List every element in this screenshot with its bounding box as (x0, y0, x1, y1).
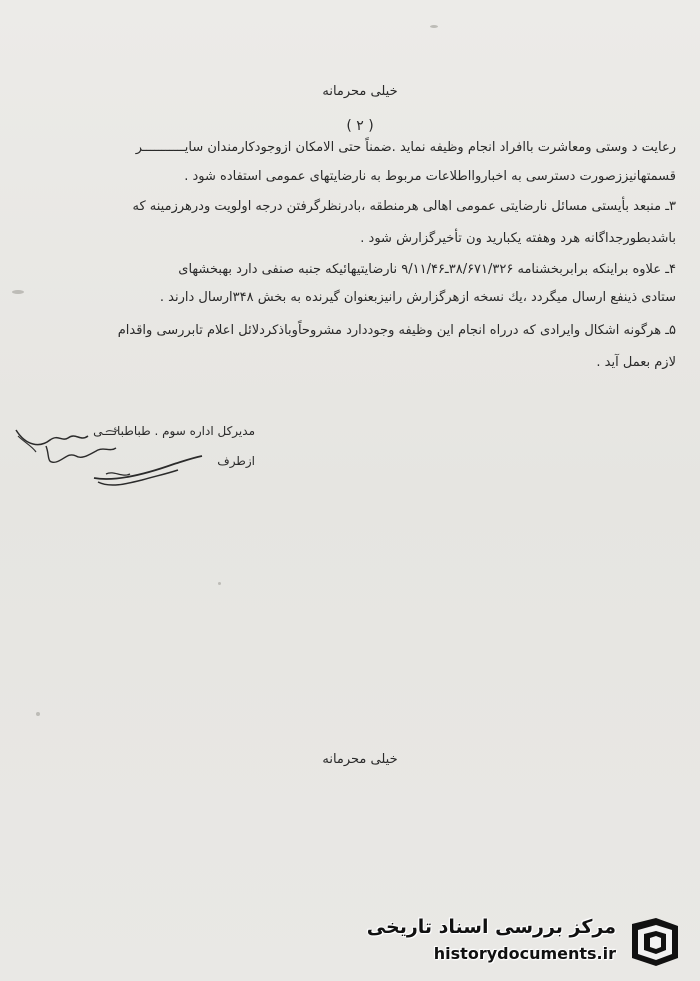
scan-mark (12, 290, 24, 294)
signer-title: مدیرکل اداره سوم . طباطبائـــی (93, 424, 255, 438)
body-line: ۴ـ علاوه براینکه برابربخشنامه ۳۸/۶۷۱/۳۲۶ـ۹/۱۱/۴۶ نارضایتیهائیکه جنبه صنفی دارد بهبخشهای (178, 262, 676, 277)
body-line: رعایت د وستی ومعاشرت باافراد انجام وظیفه نماید .ضمناً حتی الامکان ازوجودکارمندان سایـــــــــــر (135, 140, 676, 155)
watermark-title: مرکز بررسی اسناد تاریخی (366, 916, 616, 938)
classification-header: خیلی محرمانه (322, 84, 398, 99)
page-number: ( ۲ ) (346, 118, 374, 134)
body-line: ۳ـ منبعد بأیستی مسائل نارضایتی عمومی اهالی هرمنطقه ،بادرنظرگرفتن درجه اولویت ودرهرزمینه که (132, 199, 676, 214)
signature-from-label: ازطرف (217, 454, 255, 468)
archive-logo-icon (626, 914, 684, 970)
body-line: ۵ـ هرگونه اشکال وایرادی که درراه انجام این وظیفه وجوددارد مشروحاًوباذکردلائل اعلام تابررسی واقدام (117, 323, 676, 338)
scan-mark (36, 712, 40, 716)
classification-footer: خیلی محرمانه (322, 752, 398, 767)
body-line: قسمتهانیززصورت دسترسی به اخباروااطلاعات مربوط به نارضایتهای عمومی استفاده شود . (184, 169, 676, 184)
scan-mark (218, 582, 221, 585)
watermark-url: historydocuments.ir (433, 944, 616, 963)
body-line: باشدبطورجداگانه هرد وهفته یکبارید ون تأخیرگزارش شود . (360, 231, 676, 246)
scan-mark (430, 25, 438, 28)
body-line: لازم بعمل آید . (596, 355, 676, 370)
site-watermark (366, 912, 690, 972)
body-line: ستادی ذینفع ارسال میگردد ،یك نسخه ازهرگزارش رانیزبعنوان گیرنده به بخش ۳۴۸ارسال دارند . (159, 290, 676, 305)
handwritten-signature (6, 412, 256, 507)
